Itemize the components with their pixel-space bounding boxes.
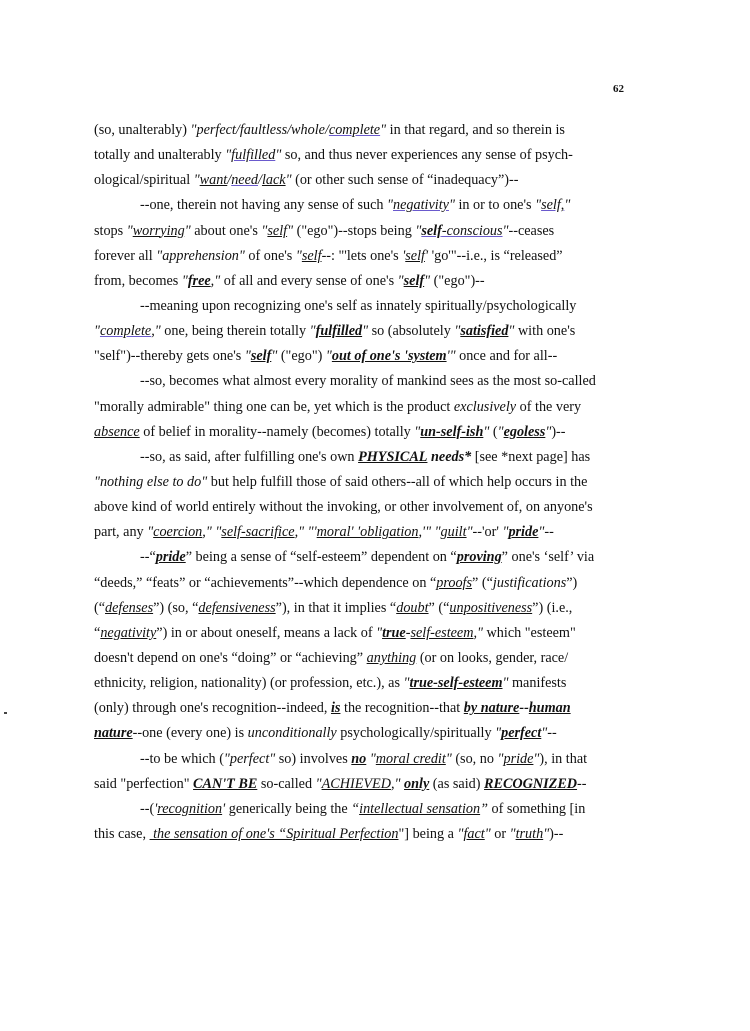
- text-line: --“pride” being a sense of “self-esteem” dependent on “proving” one's ‘self’ via: [140, 549, 595, 566]
- text-line: forever all "apprehension" of one's "self--: "'lets one's 'self' 'go'"--i.e., is “released”: [94, 247, 563, 264]
- text-line: nature--one (every one) is unconditionally psychologically/spiritually "perfect"--: [94, 725, 557, 742]
- text-line: --one, therein not having any sense of such "negativity" in or to one's "self,": [140, 197, 571, 214]
- text-line: --meaning upon recognizing one's self as innately spiritually/psychologically: [140, 297, 577, 314]
- text-line: "morally admirable" thing one can be, yet which is the product exclusively of the very: [94, 398, 582, 415]
- text-line: above kind of world entirely without the invoking, or other involvement of, on anyone's: [94, 499, 593, 516]
- text-line: this case, the sensation of one's “Spiritual Perfection"] being a "fact" or "truth")--: [94, 825, 564, 842]
- text-line: "nothing else to do" but help fulfill those of said others--all of which help occurs in the: [94, 473, 588, 490]
- text-line: --to be which ("perfect" so) involves no "moral credit" (so, no "pride"), in that: [140, 750, 588, 767]
- text-line: totally and unalterably "fulfilled" so, and thus never experiences any sense of psych-: [94, 147, 573, 164]
- text-line: "self")--thereby gets one's "self" ("ego") "out of one's 'system'" once and for all--: [94, 348, 558, 365]
- body-text: [94, 118, 624, 847]
- text-line: ethnicity, religion, nationality) (or profession, etc.), as "true-self-esteem" manifests: [94, 675, 567, 692]
- text-line: ological/spiritual "want/need/lack" (or other such sense of “inadequacy”)--: [94, 172, 519, 189]
- text-line: doesn't depend on one's “doing” or “achieving” anything (or on looks, gender, race/: [94, 649, 569, 666]
- text-line: (so, unalterably) "perfect/faultless/whole/complete" in that regard, and so therein is: [94, 122, 565, 138]
- text-line: (“defenses”) (so, “defensiveness”), in that it implies “doubt” (“unpositiveness”) (i.e.,: [94, 599, 573, 616]
- text-line: --('recognition' generically being the “intellectual sensation” of something [in: [140, 800, 586, 817]
- text-line: absence of belief in morality--namely (becomes) totally "un-self-ish" ("egoless")--: [94, 423, 566, 440]
- text-line: "complete," one, being therein totally "fulfilled" so (absolutely "satisfied" with one's: [94, 323, 576, 340]
- text-line: --so, becomes what almost every morality of mankind sees as the most so-called: [140, 373, 596, 390]
- text-line: --so, as said, after fulfilling one's own PHYSICAL needs* [see *next page] has: [140, 448, 591, 465]
- text-line: (only) through one's recognition--indeed, is the recognition--that by nature--human: [94, 700, 571, 717]
- text-line: “negativity”) in or about oneself, means a lack of "true-self-esteem," which "esteem": [94, 624, 576, 641]
- scan-margin-mark: [4, 712, 7, 714]
- text-line: part, any "coercion," "self-sacrifice," "'moral' 'obligation,'" "guilt"--'or' "pride"--: [94, 524, 554, 541]
- text-line: “deeds,” “feats” or “achievements”--which dependence on “proofs” (“justifications”): [94, 574, 578, 591]
- text-line: from, becomes "free," of all and every sense of one's "self" ("ego")--: [94, 272, 485, 289]
- page-number: 62: [613, 83, 624, 95]
- text-line: stops "worrying" about one's "self" ("ego")--stops being "self-conscious"--ceases: [94, 222, 555, 239]
- text-line: said "perfection" CAN'T BE so-called "ACHIEVED," only (as said) RECOGNIZED--: [94, 775, 587, 792]
